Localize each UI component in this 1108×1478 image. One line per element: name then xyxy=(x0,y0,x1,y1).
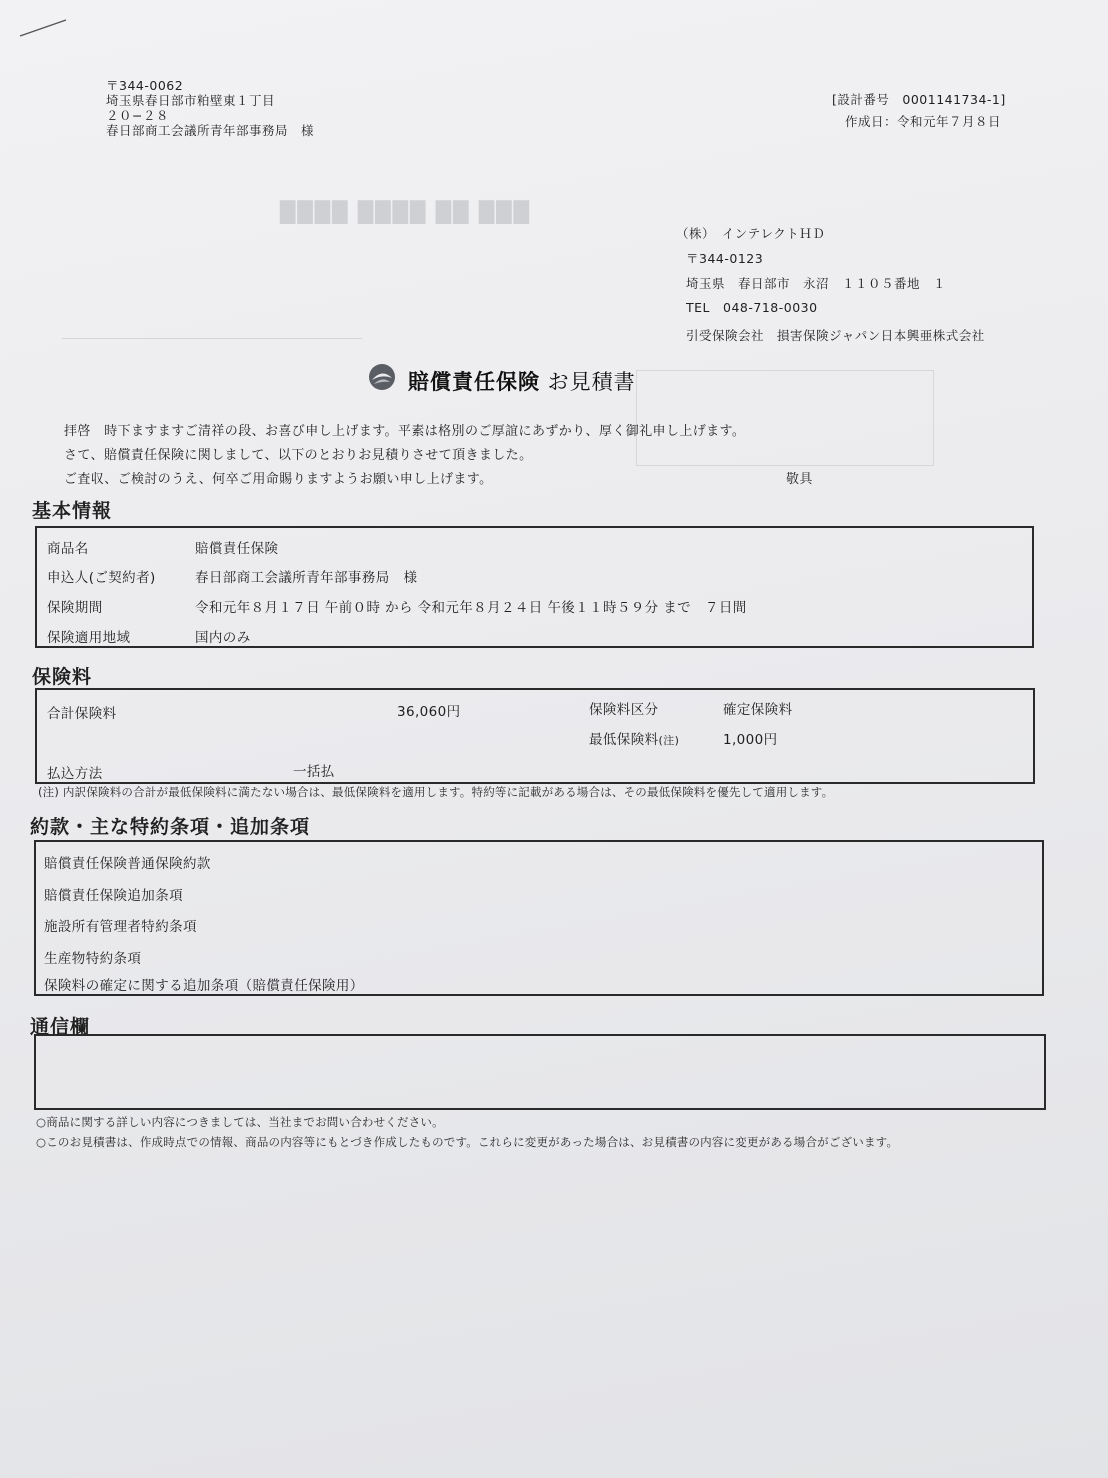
list-item: 施設所有管理者特約条項 xyxy=(44,919,197,935)
company-logo-icon xyxy=(366,362,398,394)
bleed-through-shadow xyxy=(636,370,934,466)
total-premium-value: 36,060円 xyxy=(397,704,461,720)
premium-table xyxy=(35,688,1035,784)
list-item: 賠償責任保険追加条項 xyxy=(44,888,183,904)
issuer-postal: 〒344-0123 xyxy=(686,251,764,266)
document-title xyxy=(408,366,636,396)
premium-category-value: 確定保険料 xyxy=(723,702,793,718)
recipient-address-line2: ２０−２８ xyxy=(106,108,169,123)
bleed-through-shadow: ████ ████ ██ ███ xyxy=(280,200,532,224)
row-label: 商品名 xyxy=(47,541,89,557)
minimum-premium-note-mark: (注) xyxy=(658,734,680,747)
minimum-premium-value: 1,000円 xyxy=(723,732,778,748)
minimum-premium-label: 最低保険料 xyxy=(589,732,659,748)
list-item: 賠償責任保険普通保険約款 xyxy=(44,856,211,872)
recipient-postal: 〒344-0062 xyxy=(106,78,184,93)
total-premium-label: 合計保険料 xyxy=(47,706,117,722)
greeting-line2: さて、賠償責任保険に関しまして、以下のとおりお見積りさせて頂きました。 xyxy=(64,448,533,463)
title-main: 賠償責任保険 xyxy=(408,370,540,394)
issuer-address: 埼玉県 春日部市 永沼 １１０５番地 １ xyxy=(686,276,947,291)
pen-mark-icon xyxy=(16,14,72,40)
row-value: 春日部商工会議所青年部事務局 様 xyxy=(195,570,418,586)
greeting-line1: 拝啓 時下ますますご清祥の段、お喜び申し上げます。平素は格別のご厚誼にあずかり、厚く御礼申し上げます。 xyxy=(64,424,746,439)
list-item: 保険料の確定に関する追加条項（賠償責任保険用） xyxy=(44,978,364,994)
row-label: 申込人(ご契約者) xyxy=(47,570,156,586)
clauses-table xyxy=(34,840,1044,996)
communication-box xyxy=(34,1034,1046,1110)
recipient-name: 春日部商工会議所青年部事務局 様 xyxy=(106,123,315,138)
created-date: 作成日：令和元年７月８日 xyxy=(845,114,1002,129)
basic-info-heading: 基本情報 xyxy=(32,500,113,522)
footnote-2: ○このお見積書は、作成時点での情報、商品の内容等にもとづき作成したものです。これらに変更があった場合は、お見積書の内容に変更がある場合がございます。 xyxy=(36,1135,899,1149)
row-value: 国内のみ xyxy=(195,630,251,646)
title-sub: お見積書 xyxy=(540,370,636,394)
row-label: 保険期間 xyxy=(47,600,103,616)
row-value: 賠償責任保険 xyxy=(195,541,279,557)
issuer-company: （株） インテレクトＨＤ xyxy=(676,226,826,241)
minimum-premium-label-group xyxy=(589,728,679,748)
bleed-through-shadow xyxy=(62,290,362,339)
premium-note: (注) 内訳保険料の合計が最低保険料に満たない場合は、最低保険料を適用します。特約等に記載がある場合は、その最低保険料を優先して適用します。 xyxy=(38,785,834,799)
payment-method-label: 払込方法 xyxy=(47,766,103,782)
payment-method-value: 一括払 xyxy=(293,764,335,780)
clauses-heading: 約款・主な特約条項・追加条項 xyxy=(30,816,311,838)
footnote-1: ○商品に関する詳しい内容につきましては、当社までお問い合わせください。 xyxy=(36,1115,444,1129)
premium-heading: 保険料 xyxy=(32,666,93,688)
communication-heading: 通信欄 xyxy=(30,1016,91,1038)
recipient-address-line1: 埼玉県春日部市粕壁東１丁目 xyxy=(106,93,276,108)
issuer-underwriter: 引受保険会社 損害保険ジャパン日本興亜株式会社 xyxy=(686,328,985,343)
row-value: 令和元年８月１７日 午前０時 から 令和元年８月２４日 午後１１時５９分 まで ７日間 xyxy=(195,600,747,616)
greeting-closing: 敬具 xyxy=(786,472,813,487)
issuer-tel: TEL 048-718-0030 xyxy=(686,300,818,315)
basic-info-table xyxy=(35,526,1034,648)
row-label: 保険適用地域 xyxy=(47,630,131,646)
list-item: 生産物特約条項 xyxy=(44,951,142,967)
greeting-line3: ご査収、ご検討のうえ、何卒ご用命賜りますようお願い申し上げます。 xyxy=(64,472,493,487)
design-number: [設計番号 0001141734-1] xyxy=(832,92,1006,107)
premium-category-label: 保険料区分 xyxy=(589,702,659,718)
